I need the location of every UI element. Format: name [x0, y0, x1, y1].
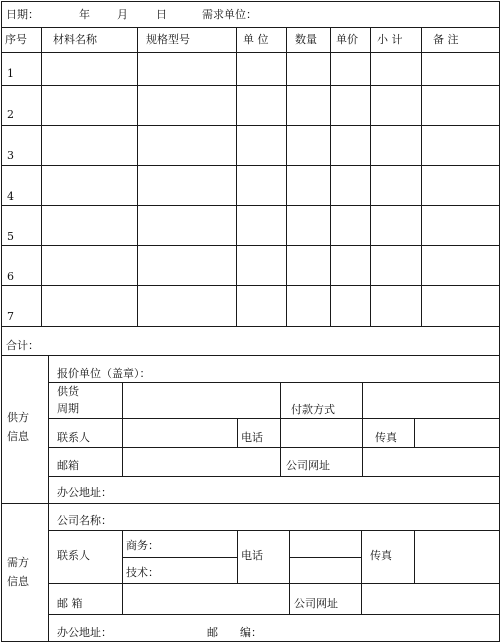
year-label: 年: [79, 8, 90, 21]
rule: [48, 583, 500, 584]
buyer-section-label: 需方: [7, 556, 29, 569]
buyer-section-label: 信息: [7, 575, 29, 588]
total-label: 合计：: [6, 339, 39, 352]
rule: [414, 418, 415, 447]
col-header-subtotal: 小 计: [377, 33, 403, 46]
buyer-website-label: 公司网址: [294, 597, 338, 610]
row-number: 5: [7, 230, 14, 243]
rule: [48, 447, 500, 448]
supplier-fax-label: 传真: [375, 431, 397, 444]
rule: [362, 382, 363, 476]
supplier-phone-label: 电话: [241, 431, 263, 444]
rule: [48, 476, 500, 477]
month-label: 月: [117, 8, 128, 21]
rule: [237, 418, 238, 447]
company-name-label: 公司名称：: [57, 514, 112, 527]
col-header-unit-price: 单价: [336, 33, 358, 46]
rule: [1, 326, 500, 327]
rule: [122, 530, 123, 614]
rule: [330, 27, 331, 326]
day-label: 日: [156, 8, 167, 21]
rule: [1, 503, 500, 504]
rule: [289, 530, 290, 614]
business-contact-label: 商务：: [126, 539, 159, 552]
supplier-contact-label: 联系人: [57, 431, 90, 444]
supplier-email-label: 邮箱: [57, 459, 79, 472]
rule: [1, 125, 500, 126]
postcode-label: 邮 编：: [207, 626, 262, 639]
row-number: 2: [7, 108, 14, 121]
rule: [1, 165, 500, 166]
buyer-office-address-label: 办公地址：: [57, 626, 112, 639]
rule: [137, 27, 138, 326]
row-number: 6: [7, 270, 14, 283]
supplier-office-address-label: 办公地址：: [57, 486, 112, 499]
rule: [48, 355, 49, 641]
row-number: 3: [7, 149, 14, 162]
rule: [48, 614, 500, 615]
buyer-contact-label: 联系人: [57, 549, 90, 562]
col-header-quantity: 数量: [295, 33, 317, 46]
col-header-unit: 单 位: [243, 33, 269, 46]
supply-period-label: 供货: [57, 385, 79, 398]
rule: [122, 557, 237, 558]
col-header-spec-model: 规格型号: [146, 33, 190, 46]
rule: [1, 1, 500, 2]
row-number: 1: [7, 67, 14, 80]
rule: [1, 85, 500, 86]
row-number: 4: [7, 190, 14, 203]
row-number: 7: [7, 310, 14, 323]
technical-contact-label: 技术：: [126, 566, 159, 579]
col-header-remarks: 备 注: [433, 33, 459, 46]
rule: [237, 530, 238, 583]
supplier-website-label: 公司网址: [286, 459, 330, 472]
rule: [370, 27, 371, 326]
rule: [421, 27, 422, 326]
rule: [1, 641, 500, 642]
rule: [1, 355, 500, 356]
col-header-material-name: 材料名称: [53, 33, 97, 46]
date-label: 日期：: [6, 8, 39, 21]
buyer-phone-label: 电话: [241, 549, 263, 562]
rule: [289, 557, 361, 558]
supplier-section-label: 供方: [7, 411, 29, 424]
rule: [361, 530, 362, 614]
rule: [286, 27, 287, 326]
buyer-fax-label: 传真: [370, 549, 392, 562]
rule: [48, 418, 500, 419]
rule: [414, 530, 415, 583]
rule: [1, 205, 500, 206]
demand-unit-label: 需求单位：: [202, 8, 257, 21]
rule: [1, 245, 500, 246]
rule: [48, 530, 500, 531]
rule: [1, 285, 500, 286]
rule: [41, 27, 42, 326]
rule: [122, 382, 123, 476]
rule: [1, 1, 2, 642]
rule: [1, 52, 500, 53]
rule: [236, 27, 237, 326]
quote-unit-label: 报价单位（盖章）：: [57, 367, 151, 380]
col-header-index: 序号: [5, 33, 27, 46]
rule: [1, 27, 500, 28]
rule: [280, 382, 281, 476]
supply-period-label: 周期: [57, 402, 79, 415]
supplier-section-label: 信息: [7, 430, 29, 443]
rule: [48, 382, 500, 383]
payment-method-label: 付款方式: [291, 403, 335, 416]
buyer-email-label: 邮 箱: [57, 597, 83, 610]
